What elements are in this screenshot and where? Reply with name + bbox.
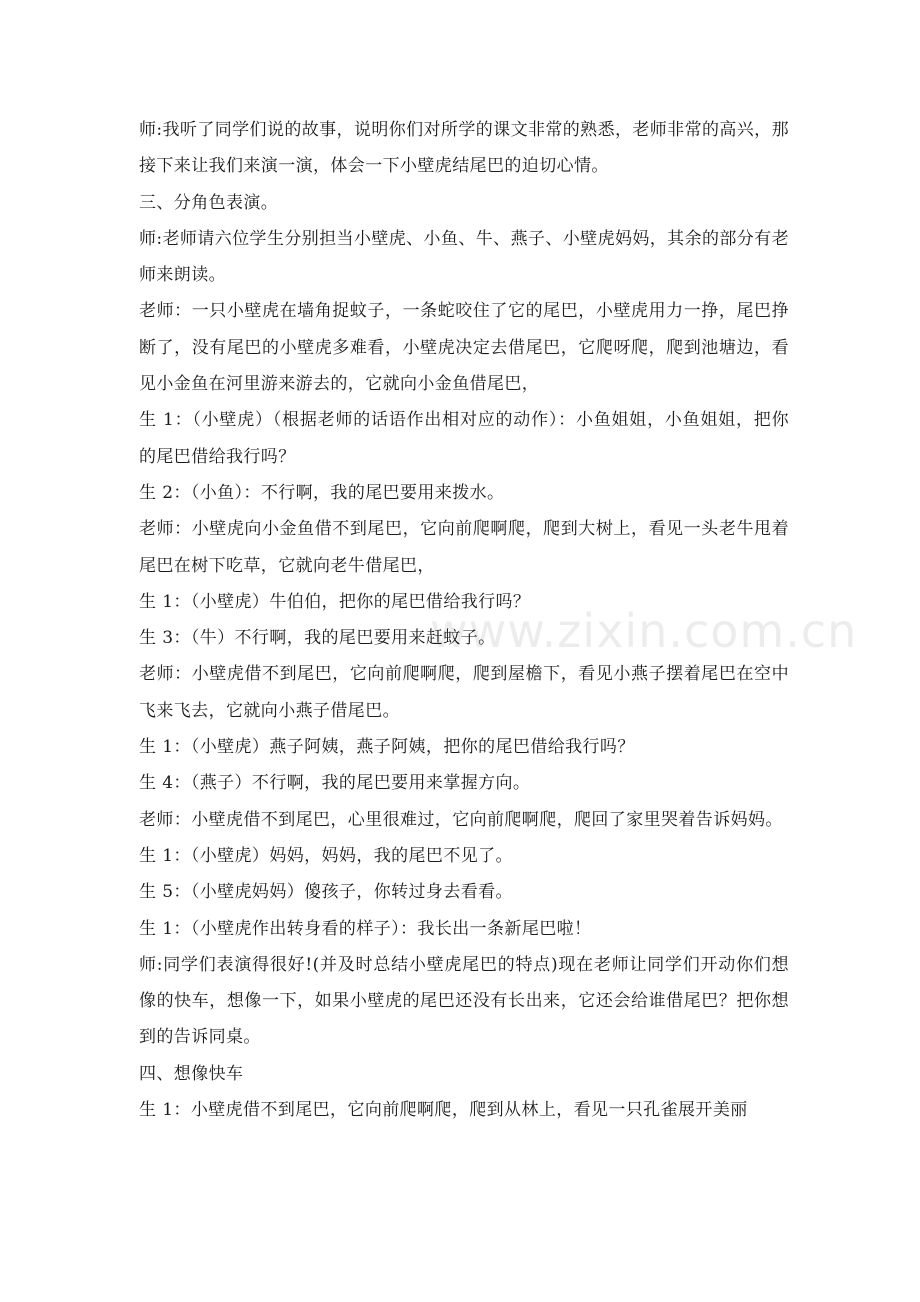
paragraph: 生 1：（小壁虎）（根据老师的话语作出相对应的动作）：小鱼姐姐，小鱼姐姐，把你的尾巴借给我行吗？ <box>139 410 789 467</box>
paragraph: 生 1：小壁虎借不到尾巴，它向前爬啊爬，爬到从林上，看见一只孔雀展开美丽 <box>139 1100 748 1121</box>
paragraph: 生 3：（牛）不行啊，我的尾巴要用来赶蚊子。 <box>139 628 496 649</box>
paragraph: 师:我听了同学们说的故事，说明你们对所学的课文非常的熟悉，老师非常的高兴，那接下来让我们来演一演，体会一下小壁虎结尾巴的迫切心情。 <box>139 120 789 177</box>
paragraph: 生 4：（燕子）不行啊，我的尾巴要用来掌握方向。 <box>139 773 531 794</box>
paragraph: 老师：小壁虎借不到尾巴，它向前爬啊爬，爬到屋檐下，看见小燕子摆着尾巴在空中飞来飞去，它就向小燕子借尾巴。 <box>139 664 789 721</box>
section-heading: 三、分角色表演。 <box>139 192 279 213</box>
paragraph: 老师：小壁虎借不到尾巴，心里很难过，它向前爬啊爬，爬回了家里哭着告诉妈妈。 <box>139 809 783 830</box>
paragraph: 生 1：（小壁虎）妈妈，妈妈，我的尾巴不见了。 <box>139 845 513 866</box>
paragraph: 师:同学们表演得很好!(并及时总结小壁虎尾巴的特点)现在老师让同学们开动你们想像的快车，想像一下，如果小壁虎的尾巴还没有长出来，它还会给谁借尾巴？把你想到的告诉同桌。 <box>139 954 789 1048</box>
paragraph: 生 5：（小壁虎妈妈）傻孩子，你转过身去看看。 <box>139 882 513 903</box>
section-heading: 四、想像快车 <box>139 1063 244 1084</box>
paragraph: 生 1：（小壁虎）牛伯伯，把你的尾巴借给我行吗？ <box>139 591 531 612</box>
watermark: www.zixin.com.cn <box>430 604 858 658</box>
paragraph: 老师：小壁虎向小金鱼借不到尾巴，它向前爬啊爬，爬到大树上，看见一头老牛甩着尾巴在树下吃草，它就向老牛借尾巴， <box>139 519 789 576</box>
paragraph: 老师：一只小壁虎在墙角捉蚊子，一条蛇咬住了它的尾巴，小壁虎用力一挣，尾巴挣断了，没有尾巴的小壁虎多难看，小壁虎决定去借尾巴，它爬呀爬，爬到池塘边，看见小金鱼在河里游来游去的，它就向小金鱼借尾巴， <box>139 301 789 395</box>
paragraph: 生 1：（小壁虎）燕子阿姨，燕子阿姨，把你的尾巴借给我行吗？ <box>139 737 635 758</box>
paragraph: 生 1：（小壁虎作出转身看的样子）：我长出一条新尾巴啦！ <box>139 918 592 939</box>
paragraph: 生 2：（小鱼）：不行啊，我的尾巴要用来拨水。 <box>139 482 505 503</box>
paragraph: 师:老师请六位学生分别担当小壁虎、小鱼、牛、燕子、小壁虎妈妈，其余的部分有老师来朗读。 <box>139 228 789 286</box>
document-body <box>139 112 789 1128</box>
